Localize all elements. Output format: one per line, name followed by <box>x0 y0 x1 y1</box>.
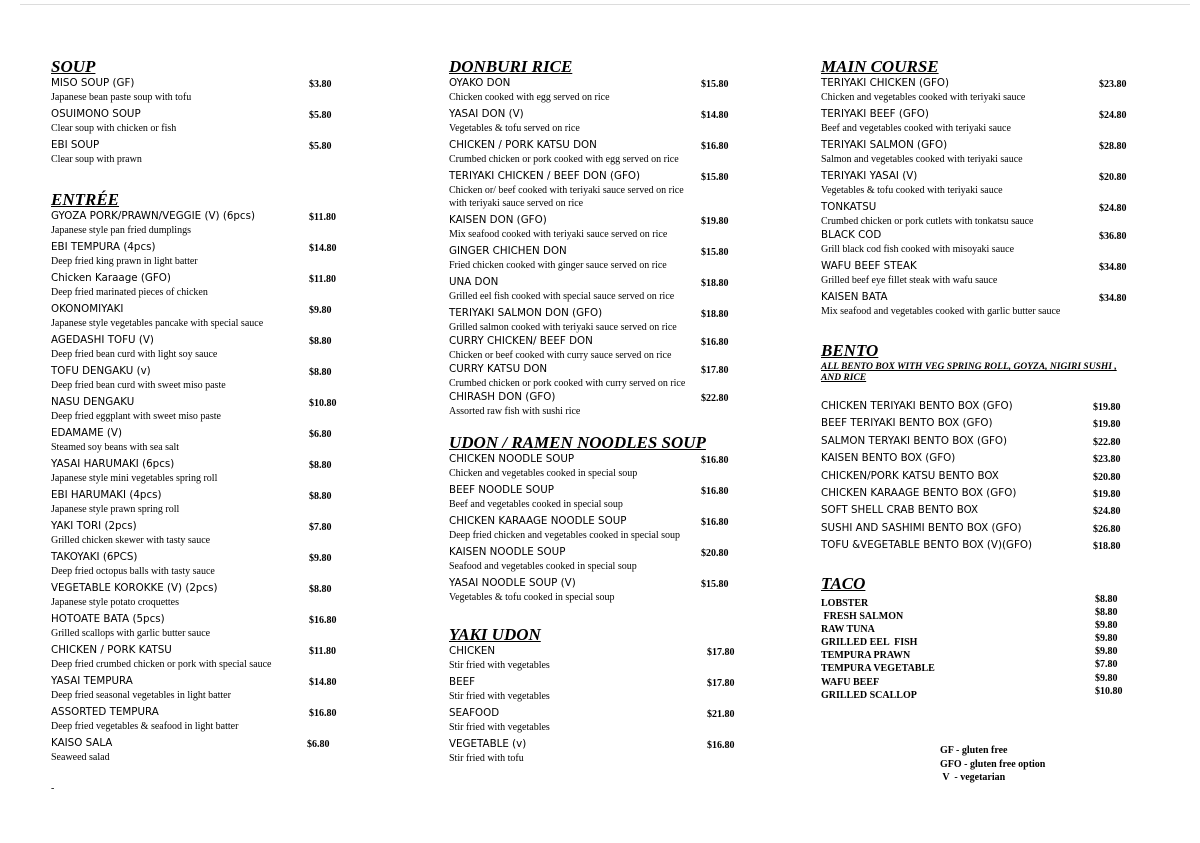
item-name: MISO SOUP (GF) <box>51 77 135 89</box>
item-price: $17.80 <box>707 647 735 658</box>
item-description-cont: with teriyaki sauce served on rice <box>449 198 584 209</box>
menu-item <box>51 736 351 767</box>
item-name: WAFU BEEF STEAK <box>821 260 917 272</box>
item-price: $16.80 <box>701 455 729 466</box>
item-price: $15.80 <box>701 579 729 590</box>
menu-item <box>51 395 351 426</box>
item-name: CHICKEN NOODLE SOUP <box>449 453 575 465</box>
item-name: EDAMAME (V) <box>51 427 122 439</box>
bento-list <box>821 398 1141 555</box>
item-name: YASAI HARUMAKI (6pcs) <box>51 458 175 470</box>
item-name: CHICKEN/PORK KATSU BENTO BOX <box>821 469 999 482</box>
item-name: HOTOATE BATA (5pcs) <box>51 613 165 625</box>
item-name: NASU DENGAKU <box>51 396 135 408</box>
menu-item <box>821 450 1141 467</box>
item-description: Vegetables & tofu cooked with teriyaki sauce <box>821 185 1003 196</box>
menu-item <box>51 643 351 674</box>
menu-item <box>51 457 351 488</box>
item-name: GYOZA PORK/PRAWN/VEGGIE (V) (6pcs) <box>51 210 255 222</box>
item-description: Stir fried with vegetables <box>449 722 550 733</box>
menu-item <box>449 514 749 545</box>
menu-item <box>821 76 1141 107</box>
item-description: Crumbed chicken or pork cooked with curry served on rice <box>449 378 686 389</box>
item-name: KAISEN NOODLE SOUP <box>449 546 566 558</box>
item-description: Beef and vegetables cooked with teriyaki sauce <box>821 123 1011 134</box>
item-price: $5.80 <box>309 110 332 121</box>
menu-item <box>821 485 1141 502</box>
menu-item <box>821 672 1141 688</box>
item-price: $7.80 <box>1095 659 1118 671</box>
donburi-list <box>449 76 749 421</box>
legend-gfo: GFO - gluten free option <box>940 758 1046 770</box>
item-price: $3.80 <box>309 79 332 90</box>
item-name: EBI HARUMAKI (4pcs) <box>51 489 162 501</box>
item-name: TERIYAKI YASAI (V) <box>821 170 918 182</box>
item-price: $16.80 <box>309 708 337 719</box>
menu-item <box>449 169 749 213</box>
item-name: Chicken Karaage (GFO) <box>51 272 171 284</box>
item-description: Chicken or beef cooked with curry sauce served on rice <box>449 350 672 361</box>
menu-item <box>821 619 1141 635</box>
item-price: $9.80 <box>1095 646 1118 658</box>
item-description: Deep fried bean curd with sweet miso paste <box>51 380 226 391</box>
item-name: CHICKEN <box>449 645 496 657</box>
menu-item <box>821 138 1141 169</box>
soup-heading: SOUP <box>51 57 96 76</box>
menu-item <box>821 632 1141 649</box>
item-price: $24.80 <box>1099 110 1127 121</box>
item-name: CHICKEN KARAAGE NOODLE SOUP <box>449 515 627 527</box>
item-description: Salmon and vegetables cooked with teriyaki sauce <box>821 154 1023 165</box>
taco-list <box>821 593 1141 699</box>
menu-item <box>51 488 351 519</box>
item-price: $17.80 <box>701 365 729 376</box>
menu-item <box>449 213 749 244</box>
item-price: $9.80 <box>309 305 332 316</box>
item-description: Deep fried crumbed chicken or pork with special sauce <box>51 659 272 670</box>
item-description: Crumbed chicken or pork cooked with egg served on rice <box>449 154 679 165</box>
item-name: GINGER CHICHEN DON <box>449 245 567 257</box>
main-course-list <box>821 76 1141 321</box>
dietary-legend <box>940 744 1045 785</box>
item-description: Grilled chicken skewer with tasty sauce <box>51 535 211 546</box>
taco-heading: TACO <box>821 573 866 593</box>
menu-item <box>449 452 749 483</box>
item-name: UNA DON <box>449 276 499 288</box>
item-description: Assorted raw fish with sushi rice <box>449 406 581 417</box>
legend-v: V - vegetarian <box>940 772 1006 783</box>
item-price: $22.80 <box>701 393 729 404</box>
item-price: $14.80 <box>309 677 337 688</box>
menu-item <box>449 576 749 607</box>
item-price: $24.80 <box>1093 506 1121 518</box>
item-price: $17.80 <box>707 678 735 689</box>
item-name: EBI TEMPURA (4pcs) <box>51 241 156 253</box>
menu-item <box>51 519 351 550</box>
item-name: YASAI DON (V) <box>449 108 524 120</box>
menu-item <box>821 468 1141 485</box>
bento-note-cont: AND RICE <box>821 373 867 383</box>
item-name: KAISEN DON (GFO) <box>449 214 547 226</box>
item-description: Deep fried chicken and vegetables cooked in special soup <box>449 530 681 541</box>
item-name: TEMPURA VEGETABLE <box>821 663 935 675</box>
item-name: TERIYAKI CHICKEN / BEEF DON (GFO) <box>449 170 641 182</box>
bento-heading: BENTO <box>821 341 879 360</box>
item-price: $21.80 <box>707 709 735 720</box>
item-description: Beef and vegetables cooked in special soup <box>449 499 623 510</box>
item-price: $15.80 <box>701 172 729 183</box>
item-description: Chicken and vegetables cooked with teriyaki sauce <box>821 92 1026 103</box>
item-price: $16.80 <box>309 615 337 626</box>
menu-item <box>821 259 1141 290</box>
item-price: $28.80 <box>1099 141 1127 152</box>
item-description: Deep fried vegetables & seafood in light batter <box>51 721 239 732</box>
menu-item <box>51 612 351 643</box>
item-price: $8.80 <box>309 367 332 378</box>
item-description: Stir fried with vegetables <box>449 660 550 671</box>
item-description: Seaweed salad <box>51 752 110 763</box>
donburi-heading: DONBURI RICE <box>449 57 573 76</box>
menu-item <box>51 674 351 705</box>
menu-item <box>821 502 1141 519</box>
item-description: Chicken and vegetables cooked in special soup <box>449 468 638 479</box>
item-name: BEEF <box>449 676 475 688</box>
item-name: CHICKEN KARAAGE BENTO BOX (GFO) <box>821 486 1017 499</box>
menu-item <box>51 705 351 736</box>
item-price: $6.80 <box>309 429 332 440</box>
menu-item <box>449 76 749 107</box>
item-name: YAKI TORI (2pcs) <box>51 520 137 532</box>
item-name: LOBSTER <box>821 597 869 609</box>
item-name: GRILLED EEL FISH <box>821 637 918 649</box>
soup-list <box>51 76 351 169</box>
item-description: Mix seafood cooked with teriyaki sauce served on rice <box>449 229 668 240</box>
item-name: FRESH SALMON <box>821 610 904 622</box>
item-description: Japanese style pan fried dumplings <box>51 225 191 236</box>
item-price: $8.80 <box>309 491 332 502</box>
item-name: KAISEN BENTO BOX (GFO) <box>821 452 956 465</box>
item-description: Deep fried king prawn in light batter <box>51 256 198 267</box>
item-description: Japanese style prawn spring roll <box>51 504 180 515</box>
menu-item <box>449 107 749 138</box>
menu-item <box>449 675 749 706</box>
item-name: KAISEN BATA <box>821 291 888 303</box>
item-price: $34.80 <box>1099 262 1127 273</box>
item-price: $24.80 <box>1099 203 1127 214</box>
item-description: Deep fried marinated pieces of chicken <box>51 287 208 298</box>
item-price: $9.80 <box>1095 672 1118 684</box>
item-name: AGEDASHI TOFU (V) <box>51 334 154 346</box>
item-price: $18.80 <box>1093 541 1121 553</box>
top-divider <box>20 4 1190 5</box>
item-name: SUSHI AND SASHIMI BENTO BOX (GFO) <box>821 521 1022 534</box>
item-price: $6.80 <box>307 739 330 750</box>
menu-item <box>449 362 749 390</box>
item-price: $16.80 <box>701 337 729 348</box>
item-description: Grilled salmon cooked with teriyaki sauce served on rice <box>449 322 677 333</box>
menu-item <box>821 228 1141 259</box>
menu-item <box>821 398 1141 415</box>
item-price: $23.80 <box>1093 454 1121 466</box>
item-description: Fried chicken cooked with ginger sauce served on rice <box>449 260 667 271</box>
menu-item <box>51 426 351 457</box>
item-description: Deep fried seasonal vegetables in light batter <box>51 690 231 701</box>
item-name: EBI SOUP <box>51 139 100 151</box>
menu-item <box>51 302 351 333</box>
item-description: Mix seafood and vegetables cooked with garlic butter sauce <box>821 306 1061 317</box>
main-course-heading: MAIN COURSE <box>821 57 939 76</box>
menu-item <box>51 271 351 302</box>
item-price: $16.80 <box>701 141 729 152</box>
menu-item <box>449 390 749 421</box>
menu-item <box>51 364 351 395</box>
menu-item <box>821 606 1141 622</box>
item-name: TOFU &VEGETABLE BENTO BOX (V)(GFO) <box>821 539 1033 552</box>
menu-item <box>51 581 351 612</box>
menu-item <box>449 644 749 675</box>
item-name: CHIRASH DON (GFO) <box>449 391 556 403</box>
menu-item <box>449 244 749 275</box>
item-description: Crumbed chicken or pork cutlets with tonkatsu sauce <box>821 216 1034 227</box>
item-name: OKONOMIYAKI <box>51 303 124 315</box>
item-name: KAISO SALA <box>51 737 113 749</box>
item-price: $9.80 <box>1095 633 1118 645</box>
menu-item <box>449 483 749 514</box>
item-price: $8.80 <box>309 336 332 347</box>
item-description: Clear soup with prawn <box>51 154 142 165</box>
item-description: Deep fried bean curd with light soy sauce <box>51 349 218 360</box>
item-price: $23.80 <box>1099 79 1127 90</box>
menu-item <box>51 76 351 107</box>
menu-item <box>449 706 749 737</box>
item-name: ASSORTED TEMPURA <box>51 706 159 718</box>
menu-column-middle <box>449 58 749 768</box>
item-price: $18.80 <box>701 309 729 320</box>
item-description: Japanese bean paste soup with tofu <box>51 92 192 103</box>
item-price: $20.80 <box>701 548 729 559</box>
item-name: GRILLED SCALLOP <box>821 689 917 701</box>
item-name: OYAKO DON <box>449 77 511 89</box>
udon-list <box>449 452 749 607</box>
menu-item <box>51 138 351 169</box>
menu-item <box>449 737 749 768</box>
entree-heading: ENTRÉE <box>51 190 120 209</box>
menu-column-left <box>51 58 351 767</box>
item-name: OSUIMONO SOUP <box>51 108 141 120</box>
item-description: Seafood and vegetables cooked in special soup <box>449 561 637 572</box>
bento-note: ALL BENTO BOX WITH VEG SPRING ROLL, GOYZA, NIGIRI SUSHI , <box>821 362 1117 372</box>
item-description: Grilled beef eye fillet steak with wafu sauce <box>821 275 998 286</box>
menu-item <box>821 169 1141 200</box>
item-name: TONKATSU <box>821 201 877 213</box>
item-description: Vegetables & tofu served on rice <box>449 123 580 134</box>
menu-item <box>821 537 1141 554</box>
legend-gf: GF - gluten free <box>940 745 1008 756</box>
item-name: BEEF TERIYAKI BENTO BOX (GFO) <box>821 417 993 430</box>
item-name: TERIYAKI SALMON DON (GFO) <box>449 307 603 319</box>
item-price: $8.80 <box>1095 593 1118 605</box>
item-description: Grilled eel fish cooked with special sauce served on rice <box>449 291 675 302</box>
menu-item <box>449 306 749 334</box>
menu-item <box>821 593 1141 609</box>
item-name: YASAI NOODLE SOUP (V) <box>449 577 576 589</box>
item-description: Grilled scallops with garlic butter sauce <box>51 628 211 639</box>
item-price: $20.80 <box>1093 471 1121 483</box>
menu-item <box>51 240 351 271</box>
item-name: CURRY CHICKEN/ BEEF DON <box>449 335 593 347</box>
item-name: VEGETABLE (v) <box>449 738 527 750</box>
item-name: WAFU BEEF <box>821 676 880 688</box>
item-price: $9.80 <box>309 553 332 564</box>
item-price: $7.80 <box>309 522 332 533</box>
item-description: Clear soup with chicken or fish <box>51 123 177 134</box>
item-price: $18.80 <box>701 278 729 289</box>
item-name: BLACK COD <box>821 229 882 241</box>
menu-item <box>51 209 351 240</box>
menu-item <box>51 107 351 138</box>
yaki-udon-list <box>449 644 749 768</box>
item-name: SOFT SHELL CRAB BENTO BOX <box>821 504 979 517</box>
item-description: Steamed soy beans with sea salt <box>51 442 180 453</box>
item-name: CHICKEN / PORK KATSU <box>51 644 172 656</box>
item-name: CHICKEN / PORK KATSU DON <box>449 139 597 151</box>
item-description: Stir fried with vegetables <box>449 691 550 702</box>
item-description: Japanese style vegetables pancake with special sauce <box>51 318 264 329</box>
item-description: Chicken cooked with egg served on rice <box>449 92 610 103</box>
item-price: $16.80 <box>701 486 729 497</box>
item-price: $11.80 <box>309 212 336 223</box>
menu-item <box>51 550 351 581</box>
item-description: Japanese style mini vegetables spring roll <box>51 473 218 484</box>
item-price: $19.80 <box>1093 419 1121 431</box>
item-name: VEGETABLE KOROKKE (V) (2pcs) <box>51 582 218 594</box>
item-price: $22.80 <box>1093 436 1121 448</box>
item-price: $8.80 <box>1095 606 1118 618</box>
item-description: Grill black cod fish cooked with misoyaki sauce <box>821 244 1015 255</box>
item-description: Vegetables & tofu cooked in special soup <box>449 592 615 603</box>
item-price: $34.80 <box>1099 293 1127 304</box>
menu-item <box>821 685 1141 701</box>
stray-dash: - <box>51 783 55 794</box>
item-name: SEAFOOD <box>449 707 500 719</box>
item-price: $5.80 <box>309 141 332 152</box>
item-price: $20.80 <box>1099 172 1127 183</box>
item-price: $11.80 <box>309 646 336 657</box>
menu-item <box>449 334 749 362</box>
menu-item <box>449 138 749 169</box>
item-name: SALMON TERYAKI BENTO BOX (GFO) <box>821 434 1007 447</box>
item-price: $19.80 <box>1093 402 1121 413</box>
item-description: Deep fried octopus balls with tasty sauce <box>51 566 215 577</box>
menu-item <box>449 275 749 306</box>
item-price: $26.80 <box>1093 523 1121 535</box>
item-description: Japanese style potato croquettes <box>51 597 180 608</box>
menu-item <box>821 658 1141 675</box>
item-price: $15.80 <box>701 79 729 90</box>
menu-item <box>821 200 1141 228</box>
item-name: TERIYAKI SALMON (GFO) <box>821 139 948 151</box>
menu-column-right <box>821 57 1141 701</box>
menu-item <box>821 290 1141 321</box>
menu-item <box>821 433 1141 450</box>
item-price: $36.80 <box>1099 231 1127 242</box>
menu-item <box>449 545 749 576</box>
item-price: $14.80 <box>309 243 337 254</box>
item-price: $14.80 <box>701 110 729 121</box>
item-description: Stir fried with tofu <box>449 753 524 764</box>
item-price: $10.80 <box>1095 685 1123 697</box>
menu-item <box>51 333 351 364</box>
item-price: $8.80 <box>309 460 332 471</box>
item-name: RAW TUNA <box>821 623 875 635</box>
item-description: Deep fried eggplant with sweet miso paste <box>51 411 221 422</box>
item-description: Chicken or/ beef cooked with teriyaki sauce served on rice <box>449 185 684 196</box>
menu-item <box>821 645 1141 662</box>
item-price: $19.80 <box>701 216 729 227</box>
item-price: $9.80 <box>1095 619 1118 631</box>
yaki-udon-heading: YAKI UDON <box>449 625 541 644</box>
menu-item <box>821 107 1141 138</box>
item-name: TERIYAKI BEEF (GFO) <box>821 108 929 120</box>
menu-item <box>821 415 1141 432</box>
item-price: $16.80 <box>701 517 729 528</box>
item-name: CHICKEN TERIYAKI BENTO BOX (GFO) <box>821 400 1013 412</box>
item-name: YASAI TEMPURA <box>51 675 133 687</box>
item-name: TAKOYAKI (6PCS) <box>51 551 138 563</box>
udon-heading: UDON / RAMEN NOODLES SOUP <box>449 433 706 452</box>
item-name: BEEF NOODLE SOUP <box>449 484 555 496</box>
item-name: TEMPURA PRAWN <box>821 650 911 662</box>
item-name: TOFU DENGAKU (v) <box>51 365 151 377</box>
item-price: $16.80 <box>707 740 735 751</box>
item-name: CURRY KATSU DON <box>449 363 548 375</box>
entree-list <box>51 209 351 767</box>
item-price: $19.80 <box>1093 488 1121 500</box>
item-price: $8.80 <box>309 584 332 595</box>
menu-item <box>821 520 1141 537</box>
item-price: $11.80 <box>309 274 336 285</box>
item-name: TERIYAKI CHICKEN (GFO) <box>821 77 950 89</box>
item-price: $10.80 <box>309 398 337 409</box>
item-price: $15.80 <box>701 247 729 258</box>
